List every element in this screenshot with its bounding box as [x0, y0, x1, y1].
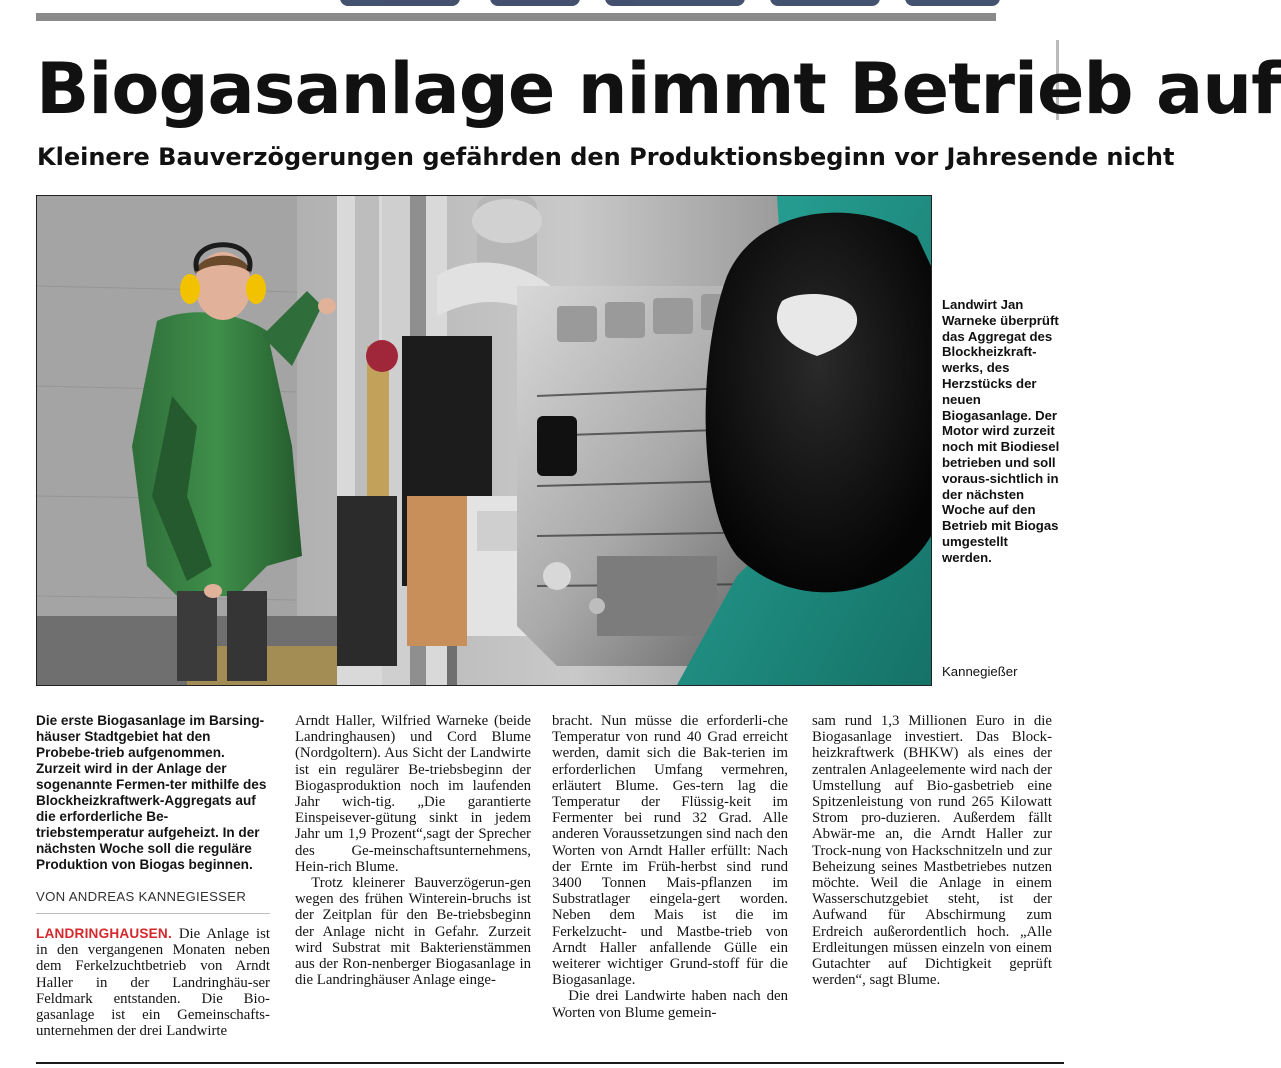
article-column-2 — [295, 713, 531, 988]
subheadline: Kleinere Bauverzögerungen gefährden den Produktionsbeginn vor Jahresende nicht — [37, 143, 1175, 171]
masthead-fragment — [340, 0, 1000, 10]
body-text: Die Anlage ist in den vergangenen Monaten neben dem Ferkelzuchtbetrieb von Arndt Haller in der Landringhäu-ser Feldmark entstanden. Die Bio-gasanlage ist ein Gemeinschafts-unternehmen der drei Landwirte — [36, 926, 270, 1040]
masthead-shape — [605, 0, 745, 6]
dateline: LANDRINGHAUSEN. — [36, 926, 172, 941]
photo-credit: Kannegießer — [942, 664, 1018, 679]
byline: VON ANDREAS KANNEGIESSER — [36, 889, 247, 904]
masthead-shape — [490, 0, 580, 6]
byline-rule — [36, 913, 270, 914]
body-paragraph: sam rund 1,3 Millionen Euro in die Biogasanlage investiert. Das Block-heizkraftwerk (BHKW) als eines der zentralen Anlageelemente wird nach der Umstellung auf Bio-gasbetrieb eine Spitzenleistung von rund 265 Kilowatt Strom pro-duzieren. Außerdem fällt Abwär-me an, die Arndt Haller zur Trock-nung von Hackschnitzeln und zur Beheizung seines Mastbetriebes nutzen möchte. Weil die Anlage in einem Wasserschutzgebiet steht, ist der Aufwand für Abschirmung zum Erdreich außerordentlich hoch. „Alle Erdleitungen müssen einzeln von einem Gutachter auf Dichtigkeit geprüft werden“, sagt Blume. — [812, 713, 1052, 989]
article-column-4 — [812, 713, 1052, 988]
photo-caption: Landwirt Jan Warneke überprüft das Aggregat des Blockheizkraft-werks, des Herzstücks der neuen Biogasanlage. Der Motor wird zurzeit noch mit Biodiesel betrieben und soll voraus-sichtlich in der nächsten Woche auf den Betrieb mit Biogas umgestellt werden. — [942, 297, 1060, 565]
body-paragraph: bracht. Nun müsse die erforderli-che Temperatur von rund 40 Grad erreicht werden, damit sich die Bak-terien im erforderlichen Umfang vermehren, erläutert Blume. Ges-tern lag die Temperatur der Flüssig-keit im Fermenter bei rund 32 Grad. Alle anderen Voraussetzungen sind nach den Worten von Arndt Haller erfüllt: Nach der Ernte im Früh-herbst sind rund 3400 Tonnen Mais-pflanzen im Substratlager eingela-gert worden. Neben dem Mais ist die im Ferkelzucht- und Mastbe-trieb von Arndt Haller anfallende Gülle ein weiterer wichtiger Grund-stoff für die Biogasanlage. — [552, 713, 788, 989]
article-photo — [36, 195, 932, 686]
article-lead: Die erste Biogasanlage im Barsing-häuser Stadtgebiet hat den Probebe-trieb aufgenommen. Zurzeit wird in der Anlage der sogenannte Fermen-ter mithilfe des Blockheizkraftwerk-Aggregats auf die erforderliche Be-triebstemperatur aufgeheizt. In der nächsten Woche soll die reguläre Produktion von Biogas beginnen. — [36, 713, 267, 872]
body-paragraph: Trotz kleinerer Bauverzögerun-gen wegen des frühen Winterein-bruchs ist der Zeitplan für den Be-triebsbeginn der Anlage nicht in Gefahr. Zurzeit wird Substrat mit Bakterienstämmen aus der Ron-nenberger Biogasanlage in die Landringhäuser Anlage einge- — [295, 875, 531, 989]
top-rule — [36, 13, 996, 21]
masthead-shape — [340, 0, 460, 6]
masthead-shape — [905, 0, 1000, 6]
article-column-3 — [552, 713, 788, 1021]
body-paragraph — [36, 926, 270, 1039]
headline: Biogasanlage nimmt Betrieb auf — [36, 48, 1281, 130]
body-paragraph: Arndt Haller, Wilfried Warneke (beide Landringhausen) und Cord Blume (Nordgoltern). Aus Sicht der Landwirte ist ein regulärer Be-triebsbeginn der Biogasproduktion noch im laufenden Jahr wich-tig. „Die garantierte Einspeisever-gütung sinkt in jedem Jahr um 1,9 Prozent“,sagt der Sprecher des Ge-meinschaftsunternehmens, Hein-rich Blume. — [295, 713, 531, 875]
masthead-shape — [770, 0, 880, 6]
article-column-1 — [36, 713, 270, 1039]
bottom-rule — [36, 1062, 1064, 1064]
body-paragraph: Die drei Landwirte haben nach den Worten von Blume gemein- — [552, 988, 788, 1021]
